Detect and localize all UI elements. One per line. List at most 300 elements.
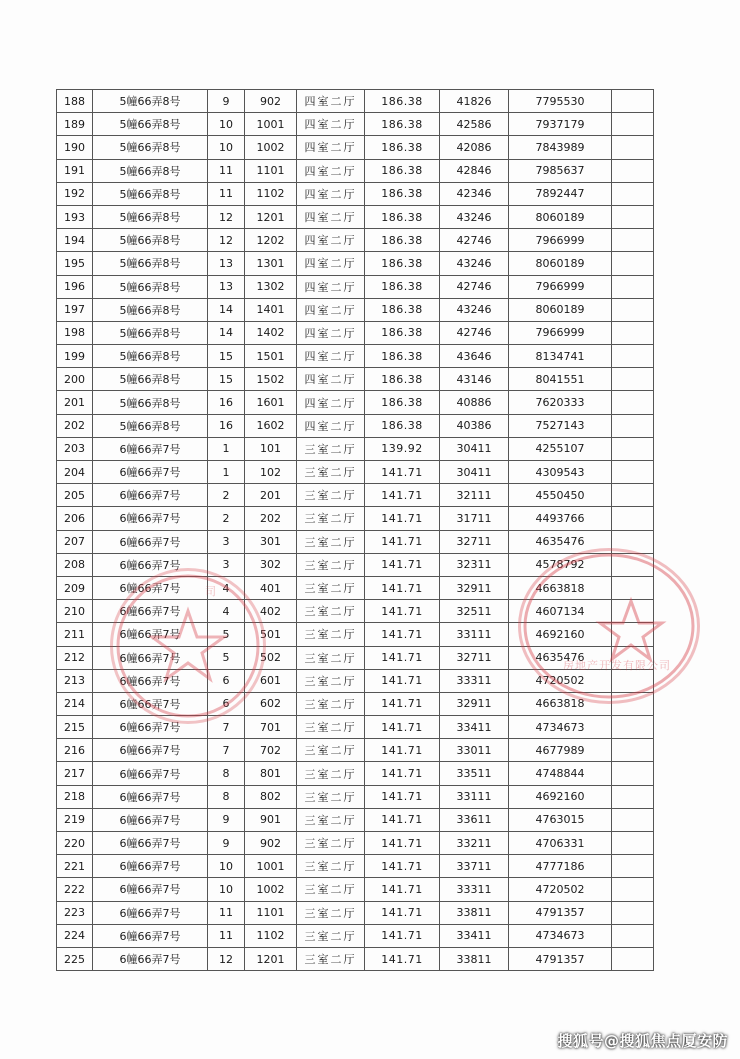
building-address-cell: 6幢66弄7号 <box>93 947 208 970</box>
remarks-cell <box>612 159 654 182</box>
floor-cell: 16 <box>208 414 245 437</box>
room-number-cell: 302 <box>245 553 297 576</box>
total-price-cell: 4720502 <box>509 878 612 901</box>
area-cell: 141.71 <box>365 739 440 762</box>
remarks-cell <box>612 275 654 298</box>
unit-type-cell: 四室二厅 <box>297 414 365 437</box>
remarks-cell <box>612 368 654 391</box>
unit-type-cell: 三室二厅 <box>297 553 365 576</box>
table-row <box>57 855 654 878</box>
table-row <box>57 878 654 901</box>
area-cell: 186.38 <box>365 252 440 275</box>
unit-price-cell: 33311 <box>440 878 509 901</box>
area-cell: 186.38 <box>365 136 440 159</box>
row-number-cell: 214 <box>57 692 93 715</box>
area-cell: 141.71 <box>365 716 440 739</box>
room-number-cell: 1401 <box>245 298 297 321</box>
building-address-cell: 6幢66弄7号 <box>93 808 208 831</box>
area-cell: 186.38 <box>365 414 440 437</box>
row-number-cell: 203 <box>57 437 93 460</box>
remarks-cell <box>612 113 654 136</box>
total-price-cell: 4663818 <box>509 576 612 599</box>
building-address-cell: 6幢66弄7号 <box>93 716 208 739</box>
room-number-cell: 201 <box>245 484 297 507</box>
room-number-cell: 1001 <box>245 113 297 136</box>
floor-cell: 12 <box>208 229 245 252</box>
unit-type-cell: 四室二厅 <box>297 391 365 414</box>
table-row <box>57 484 654 507</box>
row-number-cell: 217 <box>57 762 93 785</box>
total-price-cell: 4791357 <box>509 947 612 970</box>
table-row <box>57 669 654 692</box>
building-address-cell: 5幢66弄8号 <box>93 368 208 391</box>
total-price-cell: 8134741 <box>509 345 612 368</box>
floor-cell: 13 <box>208 252 245 275</box>
remarks-cell <box>612 252 654 275</box>
row-number-cell: 216 <box>57 739 93 762</box>
area-cell: 186.38 <box>365 229 440 252</box>
building-address-cell: 5幢66弄8号 <box>93 182 208 205</box>
table-row <box>57 182 654 205</box>
table-row <box>57 205 654 228</box>
unit-type-cell: 三室二厅 <box>297 461 365 484</box>
room-number-cell: 902 <box>245 832 297 855</box>
area-cell: 141.71 <box>365 785 440 808</box>
table-row <box>57 437 654 460</box>
room-number-cell: 701 <box>245 716 297 739</box>
room-number-cell: 1101 <box>245 159 297 182</box>
row-number-cell: 218 <box>57 785 93 808</box>
price-list-table <box>56 89 654 971</box>
area-cell: 141.71 <box>365 484 440 507</box>
unit-type-cell: 三室二厅 <box>297 832 365 855</box>
table-row <box>57 507 654 530</box>
unit-price-cell: 42746 <box>440 275 509 298</box>
floor-cell: 11 <box>208 159 245 182</box>
remarks-cell <box>612 229 654 252</box>
row-number-cell: 212 <box>57 646 93 669</box>
row-number-cell: 199 <box>57 345 93 368</box>
row-number-cell: 205 <box>57 484 93 507</box>
remarks-cell <box>612 669 654 692</box>
table-row <box>57 414 654 437</box>
row-number-cell: 213 <box>57 669 93 692</box>
area-cell: 186.38 <box>365 205 440 228</box>
floor-cell: 7 <box>208 716 245 739</box>
building-address-cell: 6幢66弄7号 <box>93 901 208 924</box>
floor-cell: 9 <box>208 832 245 855</box>
unit-price-cell: 43646 <box>440 345 509 368</box>
floor-cell: 14 <box>208 298 245 321</box>
table-row <box>57 623 654 646</box>
room-number-cell: 401 <box>245 576 297 599</box>
table-row <box>57 391 654 414</box>
area-cell: 141.71 <box>365 669 440 692</box>
building-address-cell: 6幢66弄7号 <box>93 461 208 484</box>
unit-price-cell: 32711 <box>440 530 509 553</box>
unit-price-cell: 33611 <box>440 808 509 831</box>
row-number-cell: 220 <box>57 832 93 855</box>
floor-cell: 15 <box>208 368 245 391</box>
floor-cell: 12 <box>208 205 245 228</box>
remarks-cell <box>612 507 654 530</box>
floor-cell: 10 <box>208 113 245 136</box>
total-price-cell: 4734673 <box>509 924 612 947</box>
unit-price-cell: 43246 <box>440 252 509 275</box>
floor-cell: 11 <box>208 901 245 924</box>
area-cell: 141.71 <box>365 553 440 576</box>
room-number-cell: 801 <box>245 762 297 785</box>
remarks-cell <box>612 576 654 599</box>
total-price-cell: 4578792 <box>509 553 612 576</box>
unit-price-cell: 43146 <box>440 368 509 391</box>
row-number-cell: 215 <box>57 716 93 739</box>
unit-type-cell: 四室二厅 <box>297 136 365 159</box>
unit-price-cell: 33811 <box>440 901 509 924</box>
total-price-cell: 4635476 <box>509 646 612 669</box>
total-price-cell: 8060189 <box>509 252 612 275</box>
total-price-cell: 7843989 <box>509 136 612 159</box>
area-cell: 141.71 <box>365 808 440 831</box>
unit-price-cell: 32911 <box>440 692 509 715</box>
total-price-cell: 7527143 <box>509 414 612 437</box>
total-price-cell: 4255107 <box>509 437 612 460</box>
room-number-cell: 802 <box>245 785 297 808</box>
area-cell: 186.38 <box>365 159 440 182</box>
area-cell: 186.38 <box>365 90 440 113</box>
total-price-cell: 4663818 <box>509 692 612 715</box>
building-address-cell: 6幢66弄7号 <box>93 507 208 530</box>
table-row <box>57 368 654 391</box>
source-watermark: 搜狐号@搜狐焦点厦安防 <box>557 1032 728 1050</box>
unit-type-cell: 三室二厅 <box>297 739 365 762</box>
unit-type-cell: 三室二厅 <box>297 716 365 739</box>
unit-type-cell: 四室二厅 <box>297 229 365 252</box>
remarks-cell <box>612 136 654 159</box>
room-number-cell: 301 <box>245 530 297 553</box>
unit-price-cell: 32311 <box>440 553 509 576</box>
remarks-cell <box>612 716 654 739</box>
row-number-cell: 223 <box>57 901 93 924</box>
room-number-cell: 1302 <box>245 275 297 298</box>
unit-type-cell: 三室二厅 <box>297 623 365 646</box>
unit-type-cell: 三室二厅 <box>297 901 365 924</box>
building-address-cell: 5幢66弄8号 <box>93 159 208 182</box>
unit-price-cell: 42746 <box>440 321 509 344</box>
unit-price-cell: 30411 <box>440 461 509 484</box>
remarks-cell <box>612 739 654 762</box>
row-number-cell: 204 <box>57 461 93 484</box>
table-row <box>57 298 654 321</box>
row-number-cell: 206 <box>57 507 93 530</box>
remarks-cell <box>612 762 654 785</box>
remarks-cell <box>612 947 654 970</box>
unit-price-cell: 31711 <box>440 507 509 530</box>
row-number-cell: 193 <box>57 205 93 228</box>
remarks-cell <box>612 692 654 715</box>
area-cell: 141.71 <box>365 507 440 530</box>
area-cell: 141.71 <box>365 762 440 785</box>
building-address-cell: 6幢66弄7号 <box>93 553 208 576</box>
total-price-cell: 4720502 <box>509 669 612 692</box>
building-address-cell: 5幢66弄8号 <box>93 414 208 437</box>
room-number-cell: 601 <box>245 669 297 692</box>
unit-type-cell: 四室二厅 <box>297 205 365 228</box>
building-address-cell: 6幢66弄7号 <box>93 437 208 460</box>
table-row <box>57 739 654 762</box>
building-address-cell: 6幢66弄7号 <box>93 692 208 715</box>
area-cell: 186.38 <box>365 345 440 368</box>
unit-price-cell: 32111 <box>440 484 509 507</box>
remarks-cell <box>612 484 654 507</box>
building-address-cell: 5幢66弄8号 <box>93 252 208 275</box>
unit-price-cell: 33311 <box>440 669 509 692</box>
floor-cell: 1 <box>208 437 245 460</box>
floor-cell: 9 <box>208 808 245 831</box>
row-number-cell: 189 <box>57 113 93 136</box>
unit-price-cell: 40386 <box>440 414 509 437</box>
row-number-cell: 201 <box>57 391 93 414</box>
row-number-cell: 192 <box>57 182 93 205</box>
total-price-cell: 8041551 <box>509 368 612 391</box>
remarks-cell <box>612 205 654 228</box>
table-row <box>57 924 654 947</box>
unit-type-cell: 三室二厅 <box>297 855 365 878</box>
floor-cell: 1 <box>208 461 245 484</box>
floor-cell: 5 <box>208 623 245 646</box>
unit-price-cell: 42746 <box>440 229 509 252</box>
area-cell: 141.71 <box>365 878 440 901</box>
total-price-cell: 4692160 <box>509 785 612 808</box>
floor-cell: 13 <box>208 275 245 298</box>
building-address-cell: 6幢66弄7号 <box>93 646 208 669</box>
floor-cell: 6 <box>208 692 245 715</box>
room-number-cell: 702 <box>245 739 297 762</box>
area-cell: 141.71 <box>365 692 440 715</box>
remarks-cell <box>612 646 654 669</box>
building-address-cell: 6幢66弄7号 <box>93 785 208 808</box>
room-number-cell: 1201 <box>245 947 297 970</box>
total-price-cell: 7966999 <box>509 229 612 252</box>
row-number-cell: 211 <box>57 623 93 646</box>
total-price-cell: 4734673 <box>509 716 612 739</box>
table-row <box>57 90 654 113</box>
unit-type-cell: 三室二厅 <box>297 692 365 715</box>
building-address-cell: 6幢66弄7号 <box>93 669 208 692</box>
building-address-cell: 5幢66弄8号 <box>93 298 208 321</box>
area-cell: 141.71 <box>365 576 440 599</box>
room-number-cell: 1101 <box>245 901 297 924</box>
unit-type-cell: 四室二厅 <box>297 182 365 205</box>
floor-cell: 5 <box>208 646 245 669</box>
building-address-cell: 5幢66弄8号 <box>93 321 208 344</box>
remarks-cell <box>612 600 654 623</box>
building-address-cell: 6幢66弄7号 <box>93 855 208 878</box>
area-cell: 141.71 <box>365 461 440 484</box>
unit-type-cell: 三室二厅 <box>297 947 365 970</box>
building-address-cell: 5幢66弄8号 <box>93 113 208 136</box>
table-row <box>57 692 654 715</box>
total-price-cell: 4550450 <box>509 484 612 507</box>
floor-cell: 11 <box>208 924 245 947</box>
seal-right-text: 房地产开发有限公司 <box>563 659 671 672</box>
row-number-cell: 198 <box>57 321 93 344</box>
total-price-cell: 7892447 <box>509 182 612 205</box>
floor-cell: 14 <box>208 321 245 344</box>
unit-price-cell: 40886 <box>440 391 509 414</box>
room-number-cell: 102 <box>245 461 297 484</box>
area-cell: 186.38 <box>365 182 440 205</box>
area-cell: 186.38 <box>365 321 440 344</box>
remarks-cell <box>612 832 654 855</box>
table-row <box>57 716 654 739</box>
floor-cell: 12 <box>208 947 245 970</box>
unit-price-cell: 33211 <box>440 832 509 855</box>
building-address-cell: 5幢66弄8号 <box>93 275 208 298</box>
building-address-cell: 5幢66弄8号 <box>93 205 208 228</box>
row-number-cell: 225 <box>57 947 93 970</box>
remarks-cell <box>612 345 654 368</box>
table-row <box>57 321 654 344</box>
row-number-cell: 188 <box>57 90 93 113</box>
remarks-cell <box>612 461 654 484</box>
unit-price-cell: 33111 <box>440 623 509 646</box>
room-number-cell: 1201 <box>245 205 297 228</box>
unit-price-cell: 43246 <box>440 205 509 228</box>
table-row <box>57 113 654 136</box>
total-price-cell: 7985637 <box>509 159 612 182</box>
unit-price-cell: 32911 <box>440 576 509 599</box>
floor-cell: 4 <box>208 600 245 623</box>
remarks-cell <box>612 391 654 414</box>
remarks-cell <box>612 878 654 901</box>
total-price-cell: 7937179 <box>509 113 612 136</box>
total-price-cell: 4777186 <box>509 855 612 878</box>
table-row <box>57 530 654 553</box>
remarks-cell <box>612 785 654 808</box>
row-number-cell: 221 <box>57 855 93 878</box>
floor-cell: 6 <box>208 669 245 692</box>
table-row <box>57 229 654 252</box>
building-address-cell: 5幢66弄8号 <box>93 136 208 159</box>
table-row <box>57 785 654 808</box>
table-row <box>57 762 654 785</box>
remarks-cell <box>612 321 654 344</box>
room-number-cell: 1402 <box>245 321 297 344</box>
room-number-cell: 901 <box>245 808 297 831</box>
row-number-cell: 197 <box>57 298 93 321</box>
unit-price-cell: 42846 <box>440 159 509 182</box>
table-row <box>57 345 654 368</box>
remarks-cell <box>612 182 654 205</box>
area-cell: 141.71 <box>365 901 440 924</box>
floor-cell: 2 <box>208 484 245 507</box>
row-number-cell: 202 <box>57 414 93 437</box>
area-cell: 141.71 <box>365 530 440 553</box>
floor-cell: 2 <box>208 507 245 530</box>
remarks-cell <box>612 298 654 321</box>
room-number-cell: 1002 <box>245 136 297 159</box>
area-cell: 186.38 <box>365 368 440 391</box>
building-address-cell: 6幢66弄7号 <box>93 484 208 507</box>
room-number-cell: 1102 <box>245 182 297 205</box>
total-price-cell: 4677989 <box>509 739 612 762</box>
floor-cell: 15 <box>208 345 245 368</box>
remarks-cell <box>612 90 654 113</box>
unit-type-cell: 三室二厅 <box>297 600 365 623</box>
unit-type-cell: 四室二厅 <box>297 90 365 113</box>
total-price-cell: 4607134 <box>509 600 612 623</box>
table-row <box>57 136 654 159</box>
unit-price-cell: 42586 <box>440 113 509 136</box>
remarks-cell <box>612 623 654 646</box>
room-number-cell: 1202 <box>245 229 297 252</box>
total-price-cell: 4692160 <box>509 623 612 646</box>
table-row <box>57 901 654 924</box>
unit-type-cell: 三室二厅 <box>297 669 365 692</box>
unit-price-cell: 33011 <box>440 739 509 762</box>
room-number-cell: 402 <box>245 600 297 623</box>
unit-type-cell: 三室二厅 <box>297 437 365 460</box>
building-address-cell: 6幢66弄7号 <box>93 576 208 599</box>
row-number-cell: 196 <box>57 275 93 298</box>
room-number-cell: 902 <box>245 90 297 113</box>
unit-type-cell: 三室二厅 <box>297 507 365 530</box>
room-number-cell: 501 <box>245 623 297 646</box>
area-cell: 186.38 <box>365 298 440 321</box>
row-number-cell: 219 <box>57 808 93 831</box>
unit-type-cell: 四室二厅 <box>297 113 365 136</box>
floor-cell: 3 <box>208 530 245 553</box>
area-cell: 141.71 <box>365 600 440 623</box>
room-number-cell: 1502 <box>245 368 297 391</box>
table-row <box>57 832 654 855</box>
floor-cell: 8 <box>208 762 245 785</box>
unit-type-cell: 四室二厅 <box>297 321 365 344</box>
building-address-cell: 6幢66弄7号 <box>93 762 208 785</box>
area-cell: 141.71 <box>365 947 440 970</box>
remarks-cell <box>612 924 654 947</box>
total-price-cell: 7966999 <box>509 275 612 298</box>
unit-type-cell: 四室二厅 <box>297 275 365 298</box>
room-number-cell: 602 <box>245 692 297 715</box>
unit-price-cell: 43246 <box>440 298 509 321</box>
building-address-cell: 6幢66弄7号 <box>93 530 208 553</box>
remarks-cell <box>612 855 654 878</box>
total-price-cell: 7966999 <box>509 321 612 344</box>
unit-type-cell: 三室二厅 <box>297 576 365 599</box>
unit-price-cell: 30411 <box>440 437 509 460</box>
unit-type-cell: 三室二厅 <box>297 530 365 553</box>
building-address-cell: 5幢66弄8号 <box>93 229 208 252</box>
floor-cell: 8 <box>208 785 245 808</box>
table-row <box>57 947 654 970</box>
area-cell: 141.71 <box>365 646 440 669</box>
total-price-cell: 4635476 <box>509 530 612 553</box>
floor-cell: 10 <box>208 136 245 159</box>
unit-price-cell: 33711 <box>440 855 509 878</box>
unit-type-cell: 四室二厅 <box>297 368 365 391</box>
room-number-cell: 1001 <box>245 855 297 878</box>
building-address-cell: 5幢66弄8号 <box>93 391 208 414</box>
unit-price-cell: 33511 <box>440 762 509 785</box>
area-cell: 141.71 <box>365 924 440 947</box>
total-price-cell: 7620333 <box>509 391 612 414</box>
unit-type-cell: 四室二厅 <box>297 345 365 368</box>
remarks-cell <box>612 901 654 924</box>
room-number-cell: 1501 <box>245 345 297 368</box>
row-number-cell: 195 <box>57 252 93 275</box>
